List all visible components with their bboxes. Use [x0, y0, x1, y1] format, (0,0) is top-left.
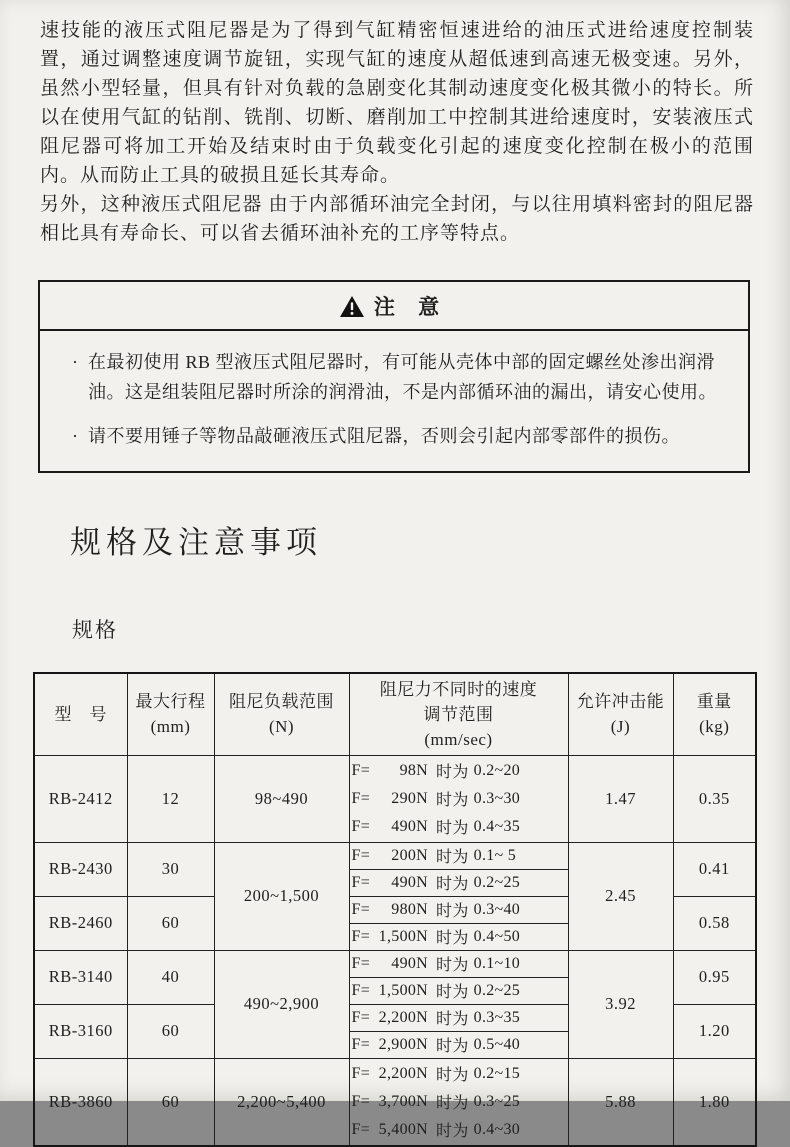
cell-energy: 3.92 [568, 950, 673, 1058]
speed-line: F= 490N 时为 0.1~10 [351, 954, 521, 974]
header-max-stroke: 最大行程 (mm) [127, 673, 214, 755]
cell-speed [349, 977, 568, 1004]
cell-stroke: 60 [127, 1004, 214, 1058]
bullet-dot-icon: · [72, 352, 79, 372]
cell-stroke: 60 [127, 896, 214, 950]
speed-line: F= 2,900N 时为 0.5~40 [351, 1035, 521, 1055]
notice-item [72, 421, 722, 451]
header-weight: 重量 (kg) [673, 673, 756, 755]
sub-heading: 规格 [72, 618, 118, 642]
bullet-dot-icon: · [72, 426, 79, 446]
speed-line: F= 1,500N 时为 0.2~25 [351, 981, 521, 1001]
cell-energy: 2.45 [568, 842, 673, 950]
speed-line: F= 490N 时为 0.4~35 [351, 817, 521, 837]
cell-stroke: 30 [127, 842, 214, 896]
table-row [34, 842, 756, 869]
cell-model: RB-3140 [34, 950, 127, 1004]
speed-line: F= 2,200N 时为 0.3~35 [351, 1008, 521, 1028]
header-model: 型 号 [34, 673, 127, 755]
speed-line: F= 290N 时为 0.3~30 [351, 789, 521, 809]
cell-load: 490~2,900 [214, 950, 349, 1058]
spec-table [33, 672, 757, 1147]
cell-stroke: 12 [127, 755, 214, 842]
speed-line: F= 2,200N 时为 0.2~15 [351, 1064, 521, 1084]
cell-weight: 1.80 [673, 1058, 756, 1146]
header-impact-energy: 允许冲击能 (J) [568, 673, 673, 755]
notice-body [40, 331, 748, 471]
speed-line: F= 5,400N 时为 0.4~30 [351, 1120, 521, 1140]
cell-weight: 0.58 [673, 896, 756, 950]
notice-box [38, 280, 750, 473]
warning-triangle-icon [340, 296, 364, 317]
section-heading: 规格及注意事项 [70, 525, 322, 560]
cell-speed [349, 1058, 568, 1146]
cell-weight: 0.95 [673, 950, 756, 1004]
intro-paragraph-2: 另外，这种液压式阻尼器 由于内部循环油完全封闭，与以往用填料密封的阻尼器相比具有寿命长、可以省去循环油补充的工序等特点。 [40, 194, 754, 244]
cell-load: 200~1,500 [214, 842, 349, 950]
cell-speed [349, 896, 568, 923]
cell-model: RB-3860 [34, 1058, 127, 1146]
notice-header [40, 282, 748, 331]
cell-energy: 1.47 [568, 755, 673, 842]
cell-speed [349, 842, 568, 869]
cell-speed [349, 1031, 568, 1058]
cell-speed [349, 869, 568, 896]
speed-line: F= 490N 时为 0.2~25 [351, 873, 521, 893]
speed-line: F= 1,500N 时为 0.4~50 [351, 927, 521, 947]
cell-weight: 0.41 [673, 842, 756, 896]
table-row [34, 755, 756, 842]
cell-model: RB-2430 [34, 842, 127, 896]
cell-weight: 0.35 [673, 755, 756, 842]
speed-line: F= 98N 时为 0.2~20 [351, 761, 521, 781]
cell-model: RB-2412 [34, 755, 127, 842]
table-row [34, 950, 756, 977]
cell-speed [349, 923, 568, 950]
cell-stroke: 40 [127, 950, 214, 1004]
cell-load: 98~490 [214, 755, 349, 842]
notice-title: 注 意 [373, 295, 449, 319]
notice-item-text: 在最初使用 RB 型液压式阻尼器时，有可能从壳体中部的固定螺丝处渗出润滑油。这是组装阻尼器时所涂的润滑油，不是内部循环油的漏出，请安心使用。 [88, 352, 717, 402]
speed-line: F= 200N 时为 0.1~ 5 [351, 846, 517, 866]
cell-model: RB-3160 [34, 1004, 127, 1058]
table-row [34, 1058, 756, 1146]
speed-line: F= 980N 时为 0.3~40 [351, 900, 521, 920]
cell-model: RB-2460 [34, 896, 127, 950]
cell-load: 2,200~5,400 [214, 1058, 349, 1146]
cell-stroke: 60 [127, 1058, 214, 1146]
cell-energy: 5.88 [568, 1058, 673, 1146]
cell-speed [349, 950, 568, 977]
header-row [34, 673, 756, 755]
spec-table-header [34, 673, 756, 755]
speed-line: F= 3,700N 时为 0.3~25 [351, 1092, 521, 1112]
cell-speed [349, 1004, 568, 1031]
header-load-range: 阻尼负载范围 (N) [214, 673, 349, 755]
notice-item-text: 请不要用锤子等物品敲砸液压式阻尼器，否则会引起内部零部件的损伤。 [88, 426, 680, 446]
header-speed-range: 阻尼力不同时的速度 调节范围 (mm/sec) [349, 673, 568, 755]
intro-paragraph-1: 速技能的液压式阻尼器是为了得到气缸精密恒速进给的油压式进给速度控制装置，通过调整速度调节旋钮，实现气缸的速度从超低速到高速无极变速。另外，虽然小型轻量，但具有针对负载的急剧变化其制动速度变化极其微小的特长。所以在使用气缸的钻削、铣削、切断、磨削加工中控制其进给速度时，安装液压式阻尼器可将加工开始及结束时由于负载变化引起的速度变化控制在极小的范围内。从而防止工具的破损且延长其寿命。 [40, 20, 754, 186]
notice-item [72, 347, 722, 407]
cell-weight: 1.20 [673, 1004, 756, 1058]
cell-speed [349, 755, 568, 842]
